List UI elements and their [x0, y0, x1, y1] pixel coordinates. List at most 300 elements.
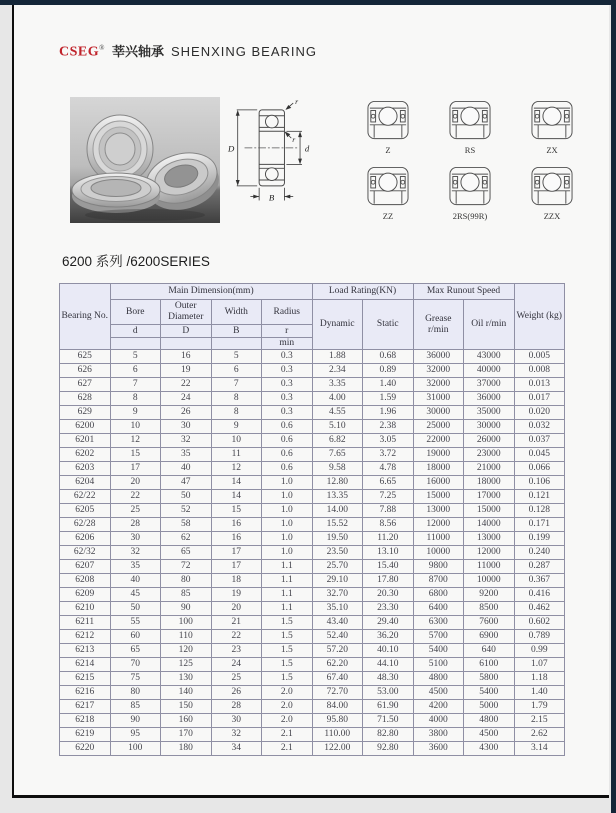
series-title: 6200 系列 /6200SERIES	[62, 254, 210, 269]
table-row	[60, 574, 565, 588]
table-cell: 32	[211, 728, 262, 742]
table-cell: 40000	[464, 364, 515, 378]
table-cell: 3.35	[312, 378, 363, 392]
table-cell: 15000	[464, 504, 515, 518]
table-cell: 20	[211, 602, 262, 616]
table-cell: 11000	[464, 560, 515, 574]
table-cell: 22	[211, 630, 262, 644]
table-cell: 55	[110, 616, 161, 630]
table-cell: 50	[161, 490, 212, 504]
table-cell: 1.5	[262, 644, 313, 658]
table-cell: 1.96	[363, 406, 414, 420]
table-cell: 0.367	[514, 574, 565, 588]
table-cell: 80	[161, 574, 212, 588]
dim-label-B: B	[268, 192, 275, 203]
table-cell: 32000	[413, 378, 464, 392]
table-cell: 12	[211, 462, 262, 476]
table-cell: 2.34	[312, 364, 363, 378]
table-cell: 11	[211, 448, 262, 462]
table-cell: 25000	[413, 420, 464, 434]
seal-label: 2RS(99R)	[452, 211, 488, 221]
table-cell: 130	[161, 672, 212, 686]
table-cell: 19000	[413, 448, 464, 462]
table-cell: 15	[211, 504, 262, 518]
table-cell: 40	[161, 462, 212, 476]
table-cell: 29.10	[312, 574, 363, 588]
table-cell: 16	[161, 350, 212, 364]
table-cell: 4.00	[312, 392, 363, 406]
table-cell: 21	[211, 616, 262, 630]
table-row	[60, 392, 565, 406]
symbol-B: B	[211, 325, 262, 338]
table-cell: 6900	[464, 630, 515, 644]
table-cell: 180	[161, 742, 212, 756]
table-cell: 2.1	[262, 728, 313, 742]
table-cell: 0.121	[514, 490, 565, 504]
table-cell: 84.00	[312, 700, 363, 714]
table-cell: 1.1	[262, 588, 313, 602]
table-cell: 13000	[464, 532, 515, 546]
table-cell: 6209	[60, 588, 111, 602]
table-cell: 85	[110, 700, 161, 714]
seal-type-zz	[350, 166, 426, 221]
table-cell: 7	[211, 378, 262, 392]
table-cell: 0.6	[262, 420, 313, 434]
table-cell: 0.005	[514, 350, 565, 364]
table-cell: 19	[161, 364, 212, 378]
table-cell: 6100	[464, 658, 515, 672]
table-cell: 9	[110, 406, 161, 420]
table-cell: 6207	[60, 560, 111, 574]
table-cell: 6216	[60, 686, 111, 700]
table-cell: 61.90	[363, 700, 414, 714]
table-cell: 16000	[413, 476, 464, 490]
seal-type-zzx	[514, 166, 590, 221]
table-cell: 13000	[413, 504, 464, 518]
table-cell: 25	[211, 672, 262, 686]
table-cell: 6201	[60, 434, 111, 448]
table-row	[60, 728, 565, 742]
table-cell: 0.416	[514, 588, 565, 602]
table-row	[60, 434, 565, 448]
table-cell: 6219	[60, 728, 111, 742]
bearing-seal-icon	[438, 166, 502, 208]
table-cell: 4000	[413, 714, 464, 728]
table-cell: 0.789	[514, 630, 565, 644]
table-cell: 52.40	[312, 630, 363, 644]
table-cell: 6220	[60, 742, 111, 756]
table-cell: 0.68	[363, 350, 414, 364]
table-cell: 5000	[464, 700, 515, 714]
table-cell: 35000	[464, 406, 515, 420]
table-cell: 11.20	[363, 532, 414, 546]
table-cell: 23000	[464, 448, 515, 462]
table-cell: 6400	[413, 602, 464, 616]
table-cell: 58	[161, 518, 212, 532]
table-cell: 1.40	[363, 378, 414, 392]
table-cell: 32	[161, 434, 212, 448]
seal-label: Z	[385, 145, 391, 155]
header-oil: Oil r/min	[464, 300, 515, 350]
table-cell: 9.58	[312, 462, 363, 476]
header-bore: Bore	[110, 300, 161, 325]
table-cell: 0.037	[514, 434, 565, 448]
table-cell: 0.6	[262, 448, 313, 462]
table-row	[60, 532, 565, 546]
table-row	[60, 658, 565, 672]
table-cell: 20.30	[363, 588, 414, 602]
symbol-r-min: min	[262, 338, 313, 350]
seal-type-z	[350, 100, 426, 155]
table-cell: 1.0	[262, 504, 313, 518]
seal-type-zx	[514, 100, 590, 155]
table-row	[60, 616, 565, 630]
table-cell: 100	[161, 616, 212, 630]
table-cell: 35.10	[312, 602, 363, 616]
table-row	[60, 518, 565, 532]
table-row	[60, 448, 565, 462]
table-cell: 30	[110, 532, 161, 546]
table-cell: 40	[110, 574, 161, 588]
table-cell: 67.40	[312, 672, 363, 686]
table-cell: 62	[161, 532, 212, 546]
table-cell: 4.55	[312, 406, 363, 420]
table-cell: 4800	[464, 714, 515, 728]
table-cell: 0.017	[514, 392, 565, 406]
symbol-D: D	[161, 325, 212, 338]
table-cell: 1.07	[514, 658, 565, 672]
table-cell: 52	[161, 504, 212, 518]
table-cell: 1.5	[262, 630, 313, 644]
table-row	[60, 406, 565, 420]
table-cell: 625	[60, 350, 111, 364]
table-cell: 0.171	[514, 518, 565, 532]
header-bearing-no: Bearing No.	[60, 284, 111, 350]
table-cell: 140	[161, 686, 212, 700]
table-cell: 1.79	[514, 700, 565, 714]
table-cell: 95	[110, 728, 161, 742]
brand-logo-text: CSEG	[59, 45, 100, 60]
table-cell: 6200	[60, 420, 111, 434]
table-cell: 5100	[413, 658, 464, 672]
table-cell: 47	[161, 476, 212, 490]
table-cell: 1.5	[262, 672, 313, 686]
table-cell: 2.0	[262, 686, 313, 700]
table-cell: 5	[211, 350, 262, 364]
table-cell: 36000	[413, 350, 464, 364]
table-cell: 9	[211, 420, 262, 434]
table-cell: 10000	[464, 574, 515, 588]
seal-type-2rs	[432, 166, 508, 221]
table-cell: 0.3	[262, 350, 313, 364]
table-cell: 628	[60, 392, 111, 406]
table-cell: 6206	[60, 532, 111, 546]
table-cell: 0.3	[262, 392, 313, 406]
dim-label-r-inner: r	[292, 135, 296, 145]
table-cell: 28	[211, 700, 262, 714]
table-cell: 23	[211, 644, 262, 658]
table-cell: 5400	[464, 686, 515, 700]
table-cell: 6.82	[312, 434, 363, 448]
header-main-dimension: Main Dimension(mm)	[110, 284, 312, 300]
table-cell: 25.70	[312, 560, 363, 574]
table-cell: 62.20	[312, 658, 363, 672]
table-cell: 26	[211, 686, 262, 700]
table-cell: 62/32	[60, 546, 111, 560]
table-cell: 50	[110, 602, 161, 616]
table-cell: 1.59	[363, 392, 414, 406]
spec-table-header	[60, 284, 565, 350]
table-cell: 0.3	[262, 364, 313, 378]
table-cell: 5700	[413, 630, 464, 644]
bearing-seal-icon	[520, 166, 584, 208]
table-cell: 90	[161, 602, 212, 616]
table-cell: 14	[211, 476, 262, 490]
table-cell: 0.462	[514, 602, 565, 616]
table-row	[60, 462, 565, 476]
table-cell: 11000	[413, 532, 464, 546]
table-cell: 1.0	[262, 546, 313, 560]
table-cell: 8	[211, 406, 262, 420]
table-cell: 4500	[464, 728, 515, 742]
table-cell: 4.78	[363, 462, 414, 476]
table-cell: 6217	[60, 700, 111, 714]
symbol-empty	[211, 338, 262, 350]
table-cell: 95.80	[312, 714, 363, 728]
brand-name-english: SHENXING BEARING	[170, 44, 317, 59]
table-cell: 0.602	[514, 616, 565, 630]
table-cell: 30	[161, 420, 212, 434]
table-cell: 24	[211, 658, 262, 672]
header-load-rating: Load Rating(KN)	[312, 284, 413, 300]
table-cell: 16	[211, 518, 262, 532]
table-cell: 6208	[60, 574, 111, 588]
table-cell: 43.40	[312, 616, 363, 630]
table-cell: 1.40	[514, 686, 565, 700]
table-cell: 22	[161, 378, 212, 392]
table-cell: 6202	[60, 448, 111, 462]
table-cell: 30000	[464, 420, 515, 434]
table-cell: 0.89	[363, 364, 414, 378]
table-row	[60, 504, 565, 518]
table-cell: 6218	[60, 714, 111, 728]
table-cell: 4500	[413, 686, 464, 700]
table-row	[60, 714, 565, 728]
table-cell: 70	[110, 658, 161, 672]
table-cell: 28	[110, 518, 161, 532]
table-cell: 24	[161, 392, 212, 406]
seal-type-grid	[350, 100, 590, 221]
table-cell: 36.20	[363, 630, 414, 644]
table-row	[60, 644, 565, 658]
table-cell: 85	[161, 588, 212, 602]
table-cell: 65	[161, 546, 212, 560]
table-cell: 10	[211, 434, 262, 448]
table-cell: 23.50	[312, 546, 363, 560]
table-cell: 26	[161, 406, 212, 420]
spec-table-body	[60, 350, 565, 756]
table-cell: 7600	[464, 616, 515, 630]
table-cell: 36000	[464, 392, 515, 406]
table-cell: 62/28	[60, 518, 111, 532]
dim-label-r-outer: r	[295, 97, 299, 107]
table-cell: 92.80	[363, 742, 414, 756]
bearing-seal-icon	[438, 100, 502, 142]
table-cell: 1.0	[262, 476, 313, 490]
table-cell: 14000	[464, 518, 515, 532]
table-cell: 9200	[464, 588, 515, 602]
table-cell: 8	[211, 392, 262, 406]
table-row	[60, 350, 565, 364]
table-cell: 15	[110, 448, 161, 462]
table-cell: 1.0	[262, 532, 313, 546]
symbol-empty	[110, 338, 161, 350]
table-cell: 4300	[464, 742, 515, 756]
table-row	[60, 420, 565, 434]
table-row	[60, 490, 565, 504]
table-cell: 6204	[60, 476, 111, 490]
table-cell: 32	[110, 546, 161, 560]
table-cell: 9800	[413, 560, 464, 574]
table-cell: 170	[161, 728, 212, 742]
table-cell: 0.199	[514, 532, 565, 546]
table-cell: 17000	[464, 490, 515, 504]
seal-label: ZZX	[543, 211, 561, 221]
table-cell: 15.40	[363, 560, 414, 574]
table-row	[60, 364, 565, 378]
table-cell: 15.52	[312, 518, 363, 532]
table-cell: 0.240	[514, 546, 565, 560]
table-cell: 2.62	[514, 728, 565, 742]
brand-name-chinese: 莘兴轴承	[111, 44, 164, 59]
header-max-runout-speed: Max Runout Speed	[413, 284, 514, 300]
header-weight: Weight (kg)	[514, 284, 565, 350]
table-cell: 7.65	[312, 448, 363, 462]
table-cell: 6210	[60, 602, 111, 616]
table-cell: 1.5	[262, 658, 313, 672]
bearing-spec-table	[59, 283, 565, 756]
bearing-cross-section-diagram	[227, 95, 339, 227]
table-row	[60, 700, 565, 714]
brand-logo	[59, 44, 105, 61]
table-cell: 7.25	[363, 490, 414, 504]
table-cell: 1.18	[514, 672, 565, 686]
table-cell: 65	[110, 644, 161, 658]
table-cell: 2.0	[262, 700, 313, 714]
table-cell: 40.10	[363, 644, 414, 658]
table-cell: 18000	[464, 476, 515, 490]
table-cell: 0.008	[514, 364, 565, 378]
seal-label: ZZ	[382, 211, 394, 221]
table-cell: 3600	[413, 742, 464, 756]
table-cell: 17	[211, 546, 262, 560]
bearing-seal-icon	[356, 100, 420, 142]
table-cell: 160	[161, 714, 212, 728]
table-cell: 2.0	[262, 714, 313, 728]
symbol-d: d	[110, 325, 161, 338]
table-cell: 20	[110, 476, 161, 490]
table-cell: 75	[110, 672, 161, 686]
table-row	[60, 560, 565, 574]
table-cell: 122.00	[312, 742, 363, 756]
table-cell: 3.14	[514, 742, 565, 756]
table-cell: 5400	[413, 644, 464, 658]
table-cell: 0.6	[262, 462, 313, 476]
table-row	[60, 588, 565, 602]
table-row	[60, 686, 565, 700]
bearing-seal-icon	[520, 100, 584, 142]
table-cell: 90	[110, 714, 161, 728]
table-cell: 7.88	[363, 504, 414, 518]
table-cell: 125	[161, 658, 212, 672]
table-cell: 21000	[464, 462, 515, 476]
header-static: Static	[363, 300, 414, 350]
table-cell: 6205	[60, 504, 111, 518]
header-width: Width	[211, 300, 262, 325]
table-cell: 5.10	[312, 420, 363, 434]
table-cell: 0.013	[514, 378, 565, 392]
table-cell: 2.38	[363, 420, 414, 434]
table-row	[60, 476, 565, 490]
table-row	[60, 742, 565, 756]
table-cell: 150	[161, 700, 212, 714]
table-cell: 6.65	[363, 476, 414, 490]
table-cell: 15000	[413, 490, 464, 504]
table-cell: 10000	[413, 546, 464, 560]
table-cell: 82.80	[363, 728, 414, 742]
table-cell: 640	[464, 644, 515, 658]
table-cell: 629	[60, 406, 111, 420]
table-cell: 0.045	[514, 448, 565, 462]
table-cell: 6800	[413, 588, 464, 602]
table-cell: 0.020	[514, 406, 565, 420]
table-cell: 62/22	[60, 490, 111, 504]
table-cell: 100	[110, 742, 161, 756]
table-cell: 8700	[413, 574, 464, 588]
table-cell: 120	[161, 644, 212, 658]
table-cell: 626	[60, 364, 111, 378]
table-cell: 31000	[413, 392, 464, 406]
registered-mark: ®	[99, 44, 105, 53]
table-cell: 6213	[60, 644, 111, 658]
table-cell: 1.5	[262, 616, 313, 630]
table-cell: 32000	[413, 364, 464, 378]
table-cell: 71.50	[363, 714, 414, 728]
table-cell: 43000	[464, 350, 515, 364]
seal-label: ZX	[546, 145, 558, 155]
table-cell: 4800	[413, 672, 464, 686]
table-cell: 60	[110, 630, 161, 644]
bearing-product-photo	[70, 97, 220, 223]
table-cell: 3800	[413, 728, 464, 742]
dim-label-D: D	[227, 143, 235, 154]
table-cell: 6300	[413, 616, 464, 630]
table-cell: 35	[161, 448, 212, 462]
table-cell: 7	[110, 378, 161, 392]
symbol-r: r	[262, 325, 313, 338]
table-cell: 627	[60, 378, 111, 392]
table-cell: 1.1	[262, 574, 313, 588]
table-cell: 13.35	[312, 490, 363, 504]
table-cell: 53.00	[363, 686, 414, 700]
table-cell: 22	[110, 490, 161, 504]
brand-header	[59, 41, 317, 61]
table-cell: 1.1	[262, 560, 313, 574]
table-cell: 2.15	[514, 714, 565, 728]
table-row	[60, 378, 565, 392]
table-cell: 1.1	[262, 602, 313, 616]
table-cell: 25	[110, 504, 161, 518]
